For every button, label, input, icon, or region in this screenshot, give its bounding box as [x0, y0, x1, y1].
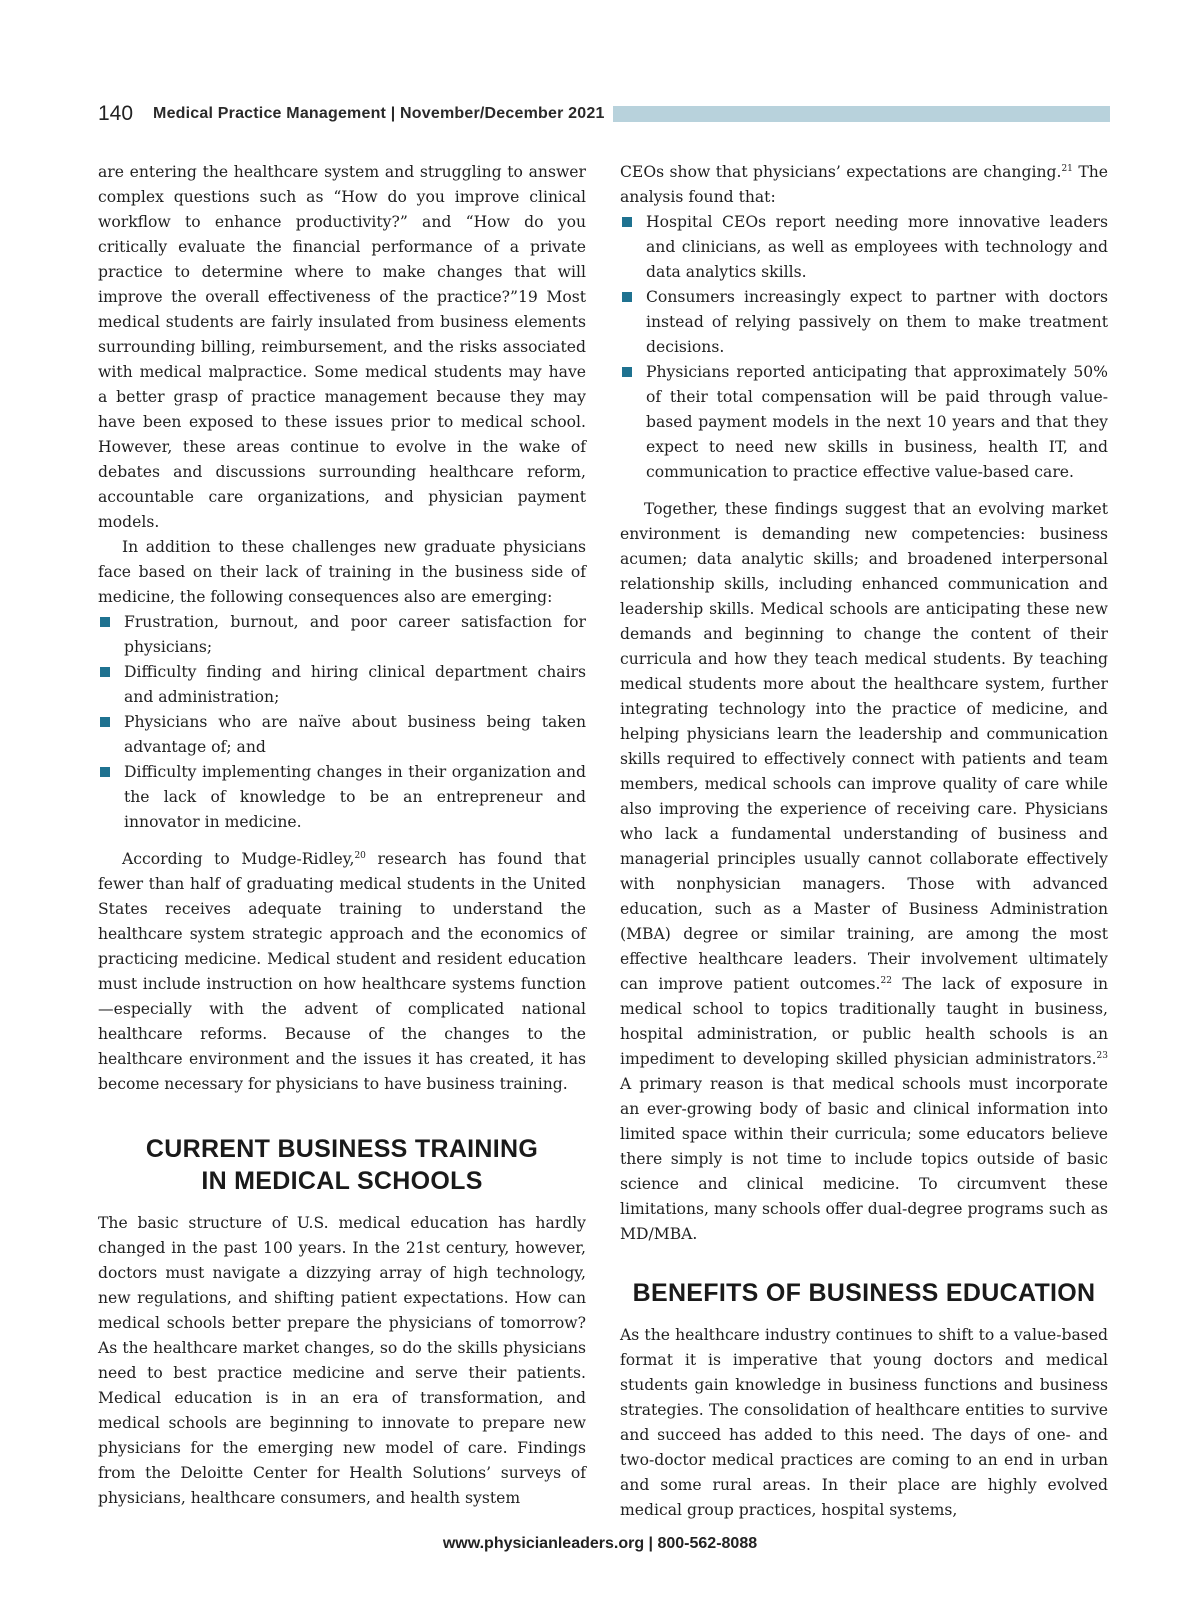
page-footer: www.physicianleaders.org | 800-562-8088 [442, 1535, 758, 1552]
list-item-text: Physicians reported anticipating that approximately 50% of their total compensation will be paid through value-based payment models in the next 10 years and that they expect to need new skills in business, health IT, and communication to practice effective value-based care. [646, 363, 1108, 481]
list-item [98, 710, 586, 760]
right-bullet-list [620, 210, 1108, 485]
section-heading-current-business-training [98, 1133, 586, 1197]
square-bullet-icon [100, 767, 110, 777]
reference-number: 23 [1096, 1051, 1108, 1061]
header-accent-bar [613, 106, 1110, 122]
list-item [98, 660, 586, 710]
right-paragraph-2 [620, 497, 1108, 1247]
square-bullet-icon [100, 617, 110, 627]
page-number: 140 [98, 102, 134, 125]
heading-line: CURRENT BUSINESS TRAINING [145, 1135, 539, 1163]
reference-number: 21 [1061, 164, 1073, 174]
left-paragraph-1: are entering the healthcare system and struggling to answer complex questions such as “How do you improve clinical workflow to enhance productivity?” and “How do you critically evaluate the financial performance of a private practice to determine where to make changes that will improve the overall effectiveness of the practice?”19 Most medical students are fairly insulated from business elements surrounding billing, reimbursement, and the risks associated with medical malpractice. Some medical students may have a better grasp of practice management because they may have been exposed to these issues prior to medical school. However, these areas continue to evolve in the wake of debates and discussions surrounding healthcare reform, accountable care organizations, and physician payment models. [98, 163, 586, 531]
left-paragraph-3 [98, 847, 586, 1097]
text-run: The analysis found that: [620, 163, 1108, 206]
text-run: Together, these findings suggest that an evolving market environment is demanding new competencies: business acumen; data analytic skills; and broadened interpersonal relationship skills, including enhanced communication and leadership skills. Medical schools are anticipating these new demands and beginning to change the content of their curricula and how they teach medical students. By teaching medical students more about the healthcare system, further integrating technology into the practice of medicine, and helping physicians learn the leadership and communication skills required to effectively connect with patients and team members, medical schools can improve quality of care while also improving the experience of receiving care. Physicians who lack a fundamental understanding of business and managerial principles usually cannot collaborate effectively with nonphysician managers. Those with advanced education, such as a Master of Business Administration (MBA) degree or similar training, are among the most effective healthcare leaders. Their involvement ultimately can improve patient outcomes. [620, 500, 1108, 993]
text-run: The lack of exposure in medical school to topics traditionally taught in business, hospital administration, or public health schools is an impediment to developing skilled physician administrators. [620, 975, 1109, 1068]
list-item-text: Difficulty finding and hiring clinical department chairs and administration; [124, 663, 586, 706]
list-item-text: Consumers increasingly expect to partner with doctors instead of relying passively on them to make treatment decisions. [646, 288, 1108, 356]
page-header [98, 100, 1110, 128]
square-bullet-icon [100, 667, 110, 677]
list-item [620, 210, 1108, 285]
square-bullet-icon [622, 292, 632, 302]
list-item [98, 610, 586, 660]
left-bullet-list [98, 610, 586, 835]
reference-number: 20 [354, 851, 366, 861]
list-item-text: Frustration, burnout, and poor career satisfaction for physicians; [124, 613, 586, 656]
list-item [620, 285, 1108, 360]
journal-title: Medical Practice Management | November/December 2021 [153, 105, 605, 122]
heading-line: IN MEDICAL SCHOOLS [201, 1167, 483, 1195]
list-item [620, 360, 1108, 485]
text-run: A primary reason is that medical schools must incorporate an ever-growing body of basic and clinical information into limited space within their curricula; some educators believe there simply is not time to include topics outside of basic science and clinical medicine. To circumvent these limitations, many schools offer dual-degree programs such as MD/MBA. [620, 1075, 1108, 1243]
left-column [98, 160, 586, 1511]
text-run: CEOs show that physicians’ expectations are changing. [620, 163, 1062, 181]
section-heading-benefits-of-business-education: BENEFITS OF BUSINESS EDUCATION [632, 1279, 1096, 1307]
right-paragraph-3: As the healthcare industry continues to shift to a value-based format it is imperative that young doctors and medical students gain knowledge in business functions and business strategies. The consolidation of healthcare entities to survive and succeed has added to this need. The days of one- and two-doctor medical practices are coming to an end in urban and some rural areas. In their place are highly evolved medical group practices, hospital systems, [620, 1326, 1108, 1519]
square-bullet-icon [622, 217, 632, 227]
left-paragraph-2: In addition to these challenges new graduate physicians face based on their lack of training in the business side of medicine, the following consequences also are emerging: [98, 538, 586, 606]
list-item-text: Hospital CEOs report needing more innovative leaders and clinicians, as well as employees with technology and data analytics skills. [646, 213, 1108, 281]
text-run: research has found that fewer than half of graduating medical students in the United States receives adequate training to understand the healthcare system strategic approach and the economics of practicing medicine. Medical student and resident education must include instruction on how healthcare systems function —especially with the advent of complicated national healthcare reforms. Because of the changes to the healthcare environment and the issues it has created, it has become necessary for physicians to have business training. [98, 850, 586, 1093]
left-paragraph-4: The basic structure of U.S. medical education has hardly changed in the past 100 years. In the 21st century, however, doctors must navigate a dizzying array of high technology, new regulations, and shifting patient expectations. How can medical schools better prepare the physicians of tomorrow? As the healthcare market changes, so do the skills physicians need to best practice medicine and serve their patients. Medical education is in an era of transformation, and medical schools are beginning to innovate to prepare new physicians for the emerging new model of care. Findings from the Deloitte Center for Health Solutions’ surveys of physicians, healthcare consumers, and health system [98, 1214, 586, 1507]
text-run: According to Mudge-Ridley, [122, 850, 355, 868]
list-item [98, 760, 586, 835]
square-bullet-icon [100, 717, 110, 727]
right-column [620, 160, 1108, 1523]
list-item-text: Difficulty implementing changes in their organization and the lack of knowledge to be an entrepreneur and innovator in medicine. [124, 763, 586, 831]
right-paragraph-1 [620, 160, 1108, 210]
square-bullet-icon [622, 367, 632, 377]
reference-number: 22 [880, 976, 892, 986]
list-item-text: Physicians who are naïve about business being taken advantage of; and [124, 713, 586, 756]
